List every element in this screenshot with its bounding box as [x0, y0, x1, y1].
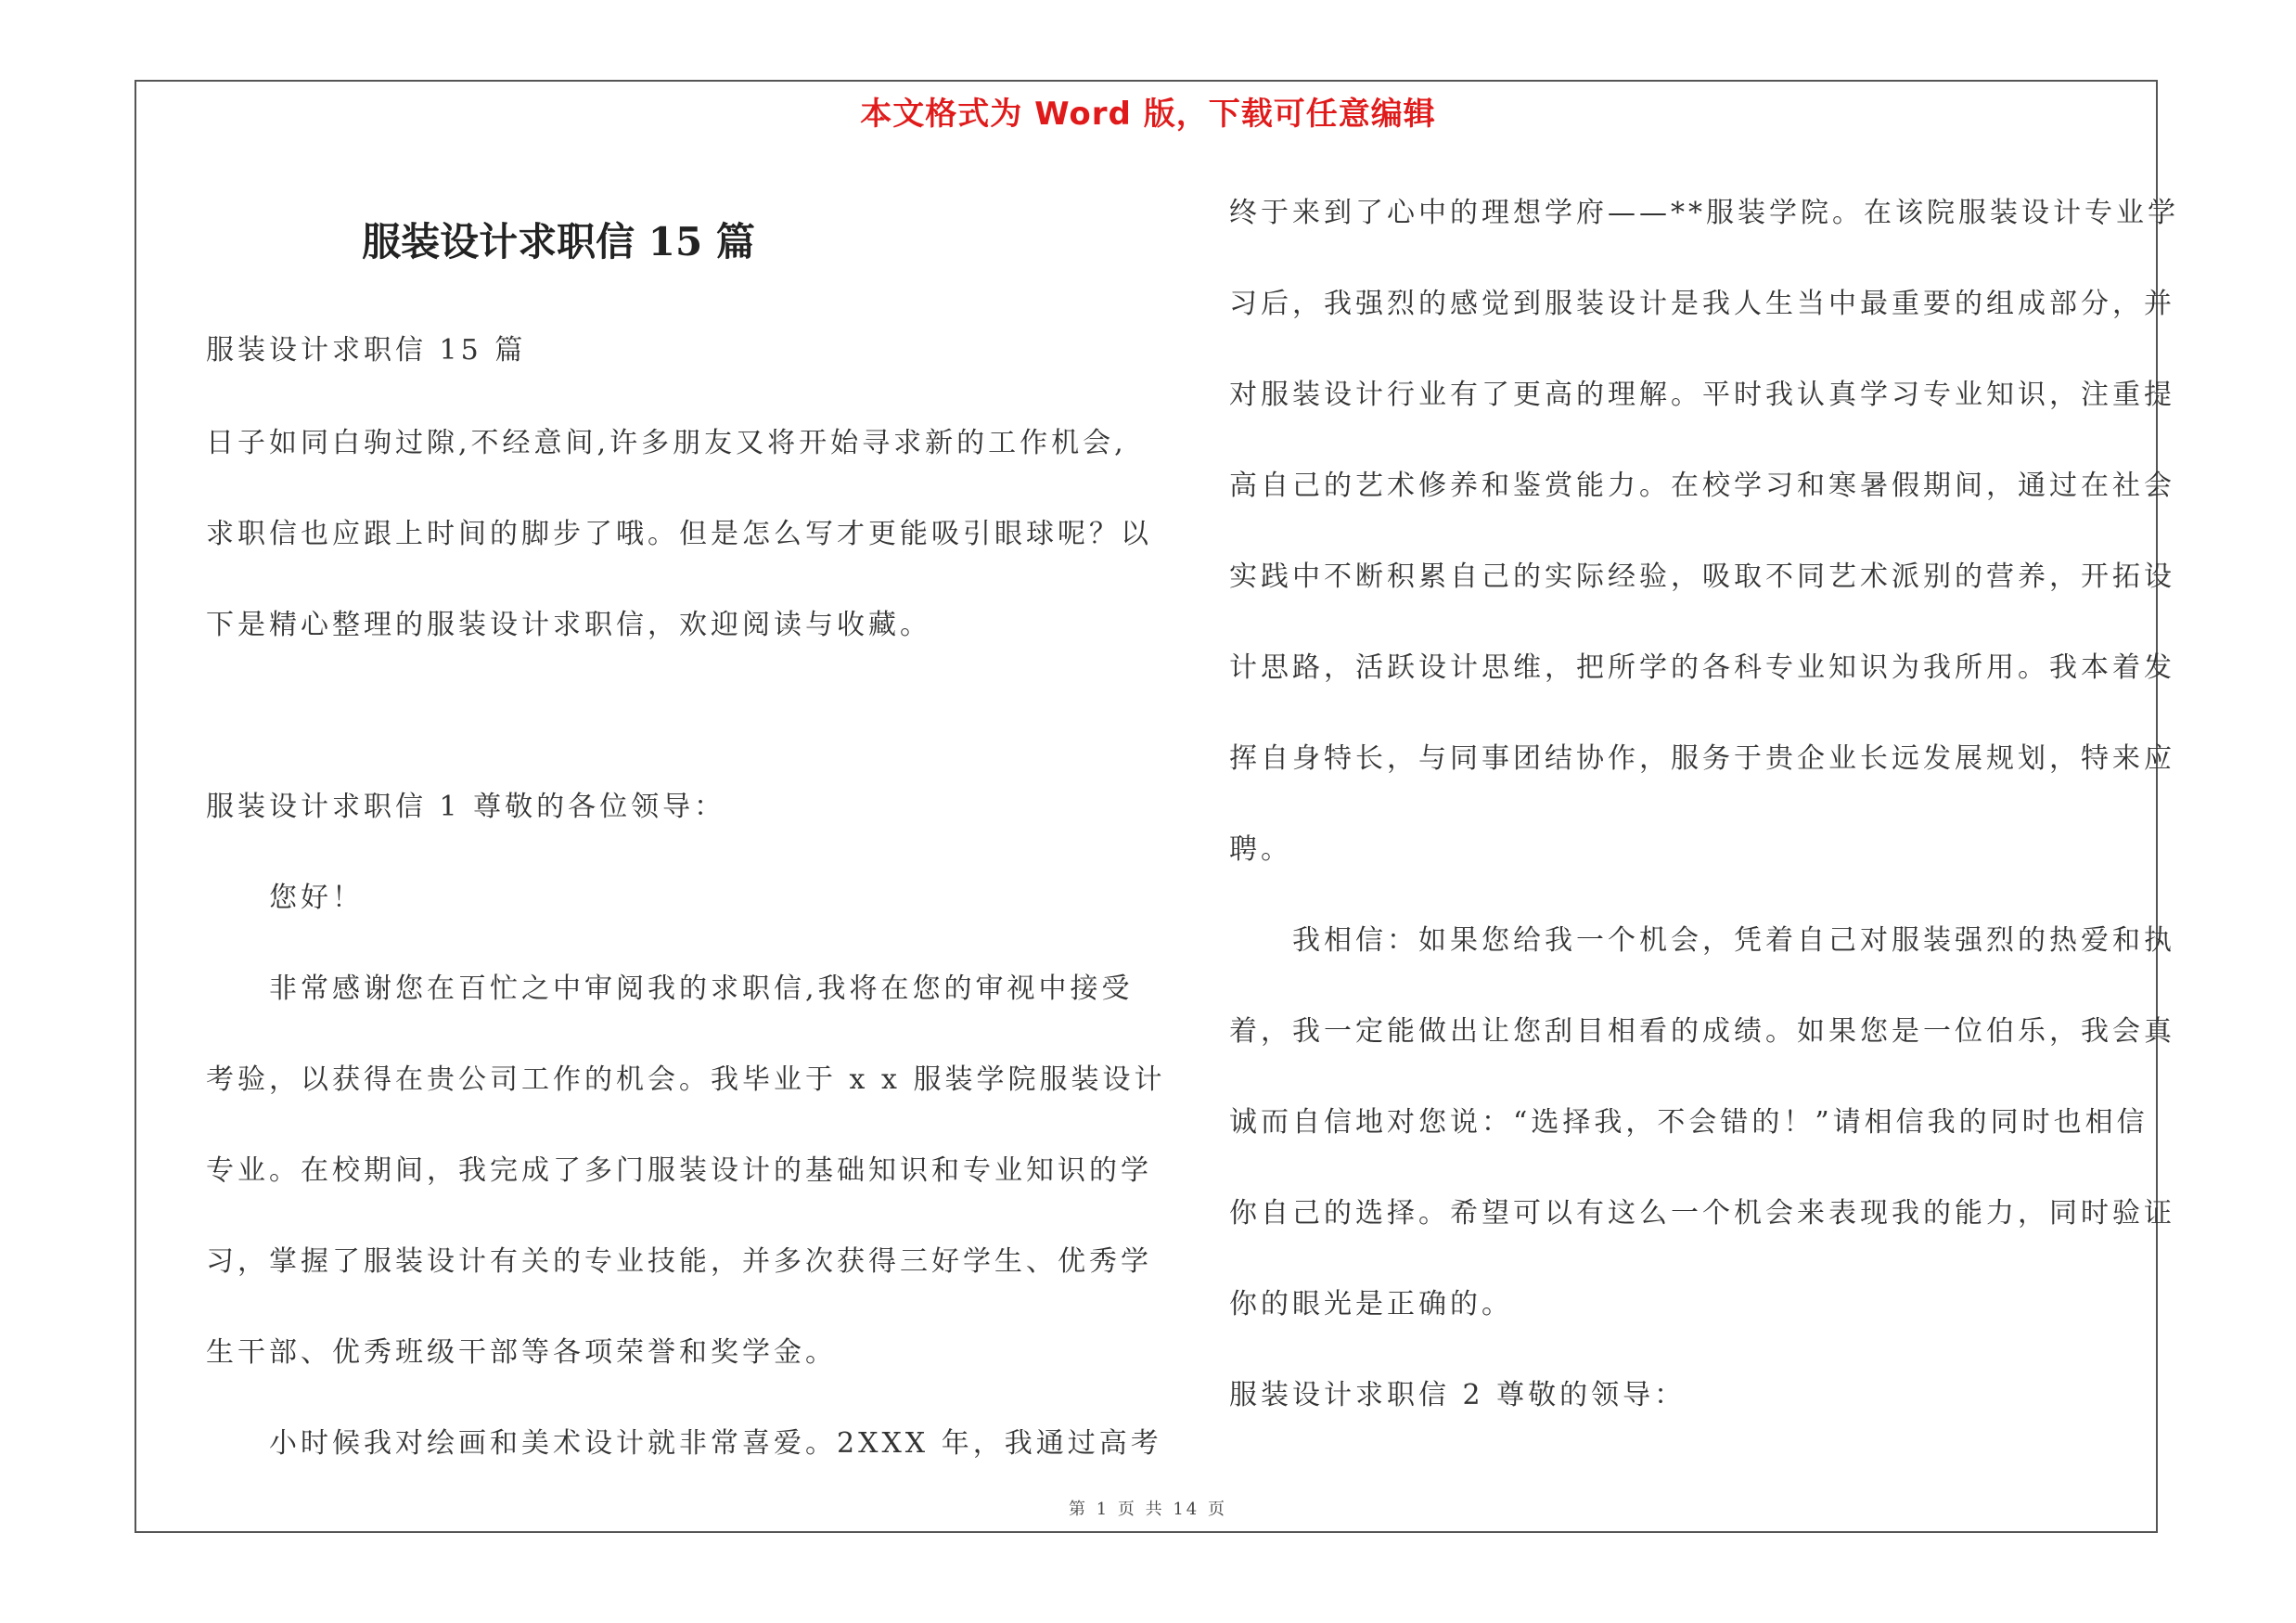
left-line-10: 习，掌握了服装设计有关的专业技能，并多次获得三好学生、优秀学: [206, 1245, 1152, 1278]
right-line-5: 实践中不断积累自己的实际经验，吸取不同艺术派别的营养，开拓设: [1229, 560, 2175, 593]
document-title: 服装设计求职信 15 篇: [362, 219, 755, 264]
left-line-1: 服装设计求职信 15 篇: [206, 334, 527, 367]
right-line-9: 我相信：如果您给我一个机会，凭着自己对服装强烈的热爱和执: [1292, 924, 2175, 957]
left-line-5: 服装设计求职信 1 尊敬的各位领导：: [206, 791, 726, 823]
right-line-8: 聘。: [1229, 833, 1292, 866]
right-line-4: 高自己的艺术修养和鉴赏能力。在校学习和寒暑假期间，通过在社会: [1229, 470, 2175, 502]
right-line-2: 习后，我强烈的感觉到服装设计是我人生当中最重要的组成部分，并: [1229, 288, 2175, 320]
right-line-14: 服装设计求职信 2 尊敬的领导：: [1229, 1379, 1687, 1411]
right-line-3: 对服装设计行业有了更高的理解。平时我认真学习专业知识，注重提: [1229, 379, 2175, 411]
left-line-4: 下是精心整理的服装设计求职信，欢迎阅读与收藏。: [206, 609, 931, 641]
left-line-8: 考验，以获得在贵公司工作的机会。我毕业于 x x 服装学院服装设计: [206, 1063, 1166, 1096]
right-line-12: 你自己的选择。希望可以有这么一个机会来表现我的能力，同时验证: [1229, 1197, 2175, 1230]
left-line-11: 生干部、优秀班级干部等各项荣誉和奖学金。: [206, 1336, 837, 1369]
right-line-11: 诚而自信地对您说：“选择我，不会错的！”请相信我的同时也相信: [1229, 1106, 2148, 1139]
right-line-10: 着，我一定能做出让您刮目相看的成绩。如果您是一位伯乐，我会真: [1229, 1015, 2175, 1048]
left-line-3: 求职信也应跟上时间的脚步了哦。但是怎么写才更能吸引眼球呢？以: [206, 518, 1152, 550]
right-line-6: 计思路，活跃设计思维，把所学的各科专业知识为我所用。我本着发: [1229, 651, 2175, 684]
left-line-7: 非常感谢您在百忙之中审阅我的求职信,我将在您的审视中接受: [269, 973, 1134, 1005]
left-line-12: 小时候我对绘画和美术设计就非常喜爱。2XXX 年，我通过高考: [269, 1427, 1162, 1460]
word-format-banner: 本文格式为 Word 版，下载可任意编辑: [860, 96, 1436, 133]
left-line-6: 您好！: [269, 882, 364, 914]
right-line-7: 挥自身特长，与同事团结协作，服务于贵企业长远发展规划，特来应: [1229, 742, 2175, 775]
right-line-13: 你的眼光是正确的。: [1229, 1288, 1513, 1320]
page-number-footer: 第 1 页 共 14 页: [1069, 1500, 1227, 1519]
right-line-1: 终于来到了心中的理想学府——**服装学院。在该院服装设计专业学: [1229, 197, 2179, 229]
left-line-9: 专业。在校期间，我完成了多门服装设计的基础知识和专业知识的学: [206, 1154, 1152, 1187]
left-line-2: 日子如同白驹过隙,不经意间,许多朋友又将开始寻求新的工作机会,: [206, 427, 1127, 459]
